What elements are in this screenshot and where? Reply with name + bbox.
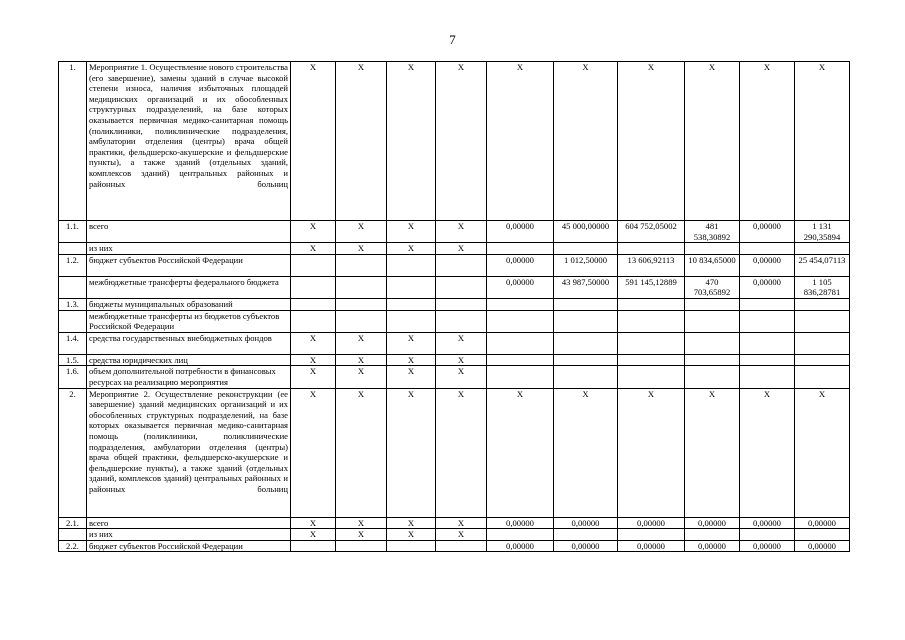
value-cell: X <box>618 388 685 517</box>
marker-cell <box>436 540 487 552</box>
row-description: Мероприятие 1. Осуществление нового строительства (его завершение), замены зданий в случае высокой степени износа, наличия избыточных площадей медицинских организаций и их обособленных структурных подразделений, на базе которых оказывается первичная медико-санитарная помощь (поликлиники, поликлинические подразделения, амбулатории отделения (центры) врача общей практики, фельдшерско-акушерские и фельдшерские пункты), а также зданий (отдельных зданий, комплексов зданий) центральных районных и районных больниц <box>87 62 291 221</box>
row-description: объем дополнительной потребности в финансовых ресурсах на реализацию мероприятия <box>87 366 291 388</box>
value-cell: 0,00000 <box>554 517 618 529</box>
value-cell <box>795 366 850 388</box>
value-cell: X <box>685 388 740 517</box>
marker-cell <box>336 310 387 332</box>
value-cell: X <box>740 388 795 517</box>
value-cell <box>487 298 554 310</box>
marker-cell: X <box>436 517 487 529</box>
value-cell: 45 000,00000 <box>554 221 618 243</box>
table-row <box>59 221 850 243</box>
value-cell <box>554 354 618 366</box>
value-cell: 13 606,92113 <box>618 254 685 276</box>
value-cell <box>554 529 618 541</box>
value-cell: X <box>795 62 850 221</box>
marker-cell: X <box>336 243 387 255</box>
table-row <box>59 354 850 366</box>
value-cell: 591 145,12889 <box>618 276 685 298</box>
value-cell: 1 131 290,35894 <box>795 221 850 243</box>
value-cell <box>487 243 554 255</box>
value-cell: X <box>487 62 554 221</box>
row-description: всего <box>87 517 291 529</box>
marker-cell <box>387 276 436 298</box>
marker-cell: X <box>436 529 487 541</box>
marker-cell <box>336 276 387 298</box>
row-number <box>59 310 87 332</box>
marker-cell: X <box>291 529 336 541</box>
marker-cell: X <box>336 366 387 388</box>
marker-cell: X <box>436 354 487 366</box>
row-description: из них <box>87 243 291 255</box>
value-cell <box>554 366 618 388</box>
value-cell <box>795 243 850 255</box>
row-description: бюджет субъектов Российской Федерации <box>87 540 291 552</box>
value-cell <box>685 366 740 388</box>
value-cell: 10 834,65000 <box>685 254 740 276</box>
table-row <box>59 310 850 332</box>
marker-cell <box>291 254 336 276</box>
table-row <box>59 517 850 529</box>
value-cell <box>618 529 685 541</box>
marker-cell <box>291 540 336 552</box>
value-cell <box>618 310 685 332</box>
value-cell <box>554 332 618 354</box>
value-cell: 1 012,50000 <box>554 254 618 276</box>
row-number: 1.5. <box>59 354 87 366</box>
marker-cell: X <box>291 332 336 354</box>
value-cell: 0,00000 <box>487 276 554 298</box>
value-cell: 0,00000 <box>685 540 740 552</box>
value-cell <box>740 298 795 310</box>
marker-cell: X <box>387 332 436 354</box>
value-cell <box>795 332 850 354</box>
table-row <box>59 332 850 354</box>
row-number <box>59 529 87 541</box>
value-cell: X <box>554 388 618 517</box>
value-cell <box>487 529 554 541</box>
value-cell <box>487 366 554 388</box>
marker-cell: X <box>291 221 336 243</box>
table-row <box>59 254 850 276</box>
row-description: бюджеты муниципальных образований <box>87 298 291 310</box>
value-cell: 0,00000 <box>487 517 554 529</box>
marker-cell: X <box>387 221 436 243</box>
value-cell: 0,00000 <box>740 221 795 243</box>
marker-cell: X <box>291 517 336 529</box>
value-cell <box>795 310 850 332</box>
table-row <box>59 243 850 255</box>
marker-cell: X <box>336 221 387 243</box>
value-cell <box>487 310 554 332</box>
marker-cell <box>387 298 436 310</box>
marker-cell <box>436 298 487 310</box>
value-cell: 470 703,65892 <box>685 276 740 298</box>
row-number <box>59 243 87 255</box>
value-cell <box>795 354 850 366</box>
marker-cell <box>291 276 336 298</box>
value-cell <box>740 529 795 541</box>
marker-cell: X <box>387 354 436 366</box>
value-cell <box>740 310 795 332</box>
marker-cell: X <box>436 221 487 243</box>
value-cell: 0,00000 <box>618 540 685 552</box>
row-number: 1. <box>59 62 87 221</box>
value-cell: 0,00000 <box>487 254 554 276</box>
marker-cell <box>291 298 336 310</box>
row-number: 1.4. <box>59 332 87 354</box>
marker-cell: X <box>387 529 436 541</box>
value-cell <box>685 310 740 332</box>
value-cell <box>487 332 554 354</box>
value-cell: 0,00000 <box>795 540 850 552</box>
value-cell <box>685 332 740 354</box>
page-number: 7 <box>449 32 456 47</box>
value-cell <box>554 298 618 310</box>
value-cell: 0,00000 <box>618 517 685 529</box>
value-cell <box>618 243 685 255</box>
value-cell: 1 105 836,28781 <box>795 276 850 298</box>
value-cell <box>618 354 685 366</box>
marker-cell <box>336 254 387 276</box>
marker-cell <box>336 540 387 552</box>
table-row <box>59 529 850 541</box>
row-number: 2.1. <box>59 517 87 529</box>
marker-cell: X <box>291 243 336 255</box>
row-number <box>59 276 87 298</box>
row-number: 1.3. <box>59 298 87 310</box>
marker-cell <box>387 540 436 552</box>
funding-table <box>58 61 850 552</box>
value-cell: 604 752,05002 <box>618 221 685 243</box>
marker-cell: X <box>387 366 436 388</box>
marker-cell <box>436 254 487 276</box>
marker-cell: X <box>291 354 336 366</box>
marker-cell: X <box>387 62 436 221</box>
row-description: средства государственных внебюджетных фондов <box>87 332 291 354</box>
marker-cell: X <box>387 388 436 517</box>
value-cell <box>618 298 685 310</box>
value-cell: X <box>740 62 795 221</box>
value-cell <box>554 243 618 255</box>
value-cell <box>554 310 618 332</box>
row-description: из них <box>87 529 291 541</box>
marker-cell: X <box>387 243 436 255</box>
marker-cell: X <box>336 62 387 221</box>
value-cell: 0,00000 <box>740 517 795 529</box>
row-number: 1.1. <box>59 221 87 243</box>
marker-cell <box>387 254 436 276</box>
value-cell: 0,00000 <box>554 540 618 552</box>
value-cell <box>740 366 795 388</box>
value-cell: 0,00000 <box>487 540 554 552</box>
row-description: всего <box>87 221 291 243</box>
marker-cell <box>436 276 487 298</box>
marker-cell: X <box>291 388 336 517</box>
value-cell: 0,00000 <box>685 517 740 529</box>
row-number: 2.2. <box>59 540 87 552</box>
value-cell: 0,00000 <box>740 276 795 298</box>
marker-cell: X <box>336 529 387 541</box>
row-description: межбюджетные трансферты из бюджетов субъектов Российской Федерации <box>87 310 291 332</box>
value-cell <box>618 366 685 388</box>
table-row <box>59 388 850 517</box>
marker-cell: X <box>336 517 387 529</box>
marker-cell <box>436 310 487 332</box>
value-cell: 0,00000 <box>795 517 850 529</box>
value-cell <box>685 354 740 366</box>
value-cell: X <box>618 62 685 221</box>
value-cell <box>618 332 685 354</box>
value-cell: 0,00000 <box>487 221 554 243</box>
value-cell: 43 987,50000 <box>554 276 618 298</box>
marker-cell <box>291 310 336 332</box>
value-cell <box>740 243 795 255</box>
row-number: 2. <box>59 388 87 517</box>
value-cell <box>795 298 850 310</box>
row-description: межбюджетные трансферты федерального бюджета <box>87 276 291 298</box>
row-number: 1.2. <box>59 254 87 276</box>
value-cell <box>685 298 740 310</box>
marker-cell: X <box>291 62 336 221</box>
row-description: Мероприятие 2. Осуществление реконструкции (ее завершение) зданий медицинских организаций и их обособленных структурных подразделений, на базе которых оказывается первичная медико-санитарная помощь (поликлиники, поликлинические подразделения, амбулатории отделения (центры) врача общей практики, фельдшерско-акушерские и фельдшерские пункты), а также зданий (отдельных зданий, комплексов зданий) центральных районных и районных больниц <box>87 388 291 517</box>
value-cell <box>740 354 795 366</box>
table-row <box>59 298 850 310</box>
marker-cell: X <box>336 332 387 354</box>
value-cell <box>685 529 740 541</box>
marker-cell <box>387 310 436 332</box>
value-cell: 0,00000 <box>740 540 795 552</box>
marker-cell: X <box>436 243 487 255</box>
value-cell: 0,00000 <box>740 254 795 276</box>
table-row <box>59 276 850 298</box>
marker-cell: X <box>336 354 387 366</box>
value-cell <box>740 332 795 354</box>
value-cell: X <box>685 62 740 221</box>
value-cell <box>487 354 554 366</box>
marker-cell <box>336 298 387 310</box>
marker-cell: X <box>336 388 387 517</box>
marker-cell: X <box>436 366 487 388</box>
marker-cell: X <box>436 388 487 517</box>
row-description: бюджет субъектов Российской Федерации <box>87 254 291 276</box>
table-row <box>59 62 850 221</box>
value-cell: X <box>554 62 618 221</box>
row-description: средства юридических лиц <box>87 354 291 366</box>
row-number: 1.6. <box>59 366 87 388</box>
value-cell: 25 454,07113 <box>795 254 850 276</box>
value-cell <box>685 243 740 255</box>
marker-cell: X <box>436 332 487 354</box>
marker-cell: X <box>291 366 336 388</box>
value-cell: 481 538,30892 <box>685 221 740 243</box>
table-row <box>59 540 850 552</box>
marker-cell: X <box>387 517 436 529</box>
value-cell: X <box>487 388 554 517</box>
value-cell: X <box>795 388 850 517</box>
value-cell <box>795 529 850 541</box>
table-row <box>59 366 850 388</box>
marker-cell: X <box>436 62 487 221</box>
